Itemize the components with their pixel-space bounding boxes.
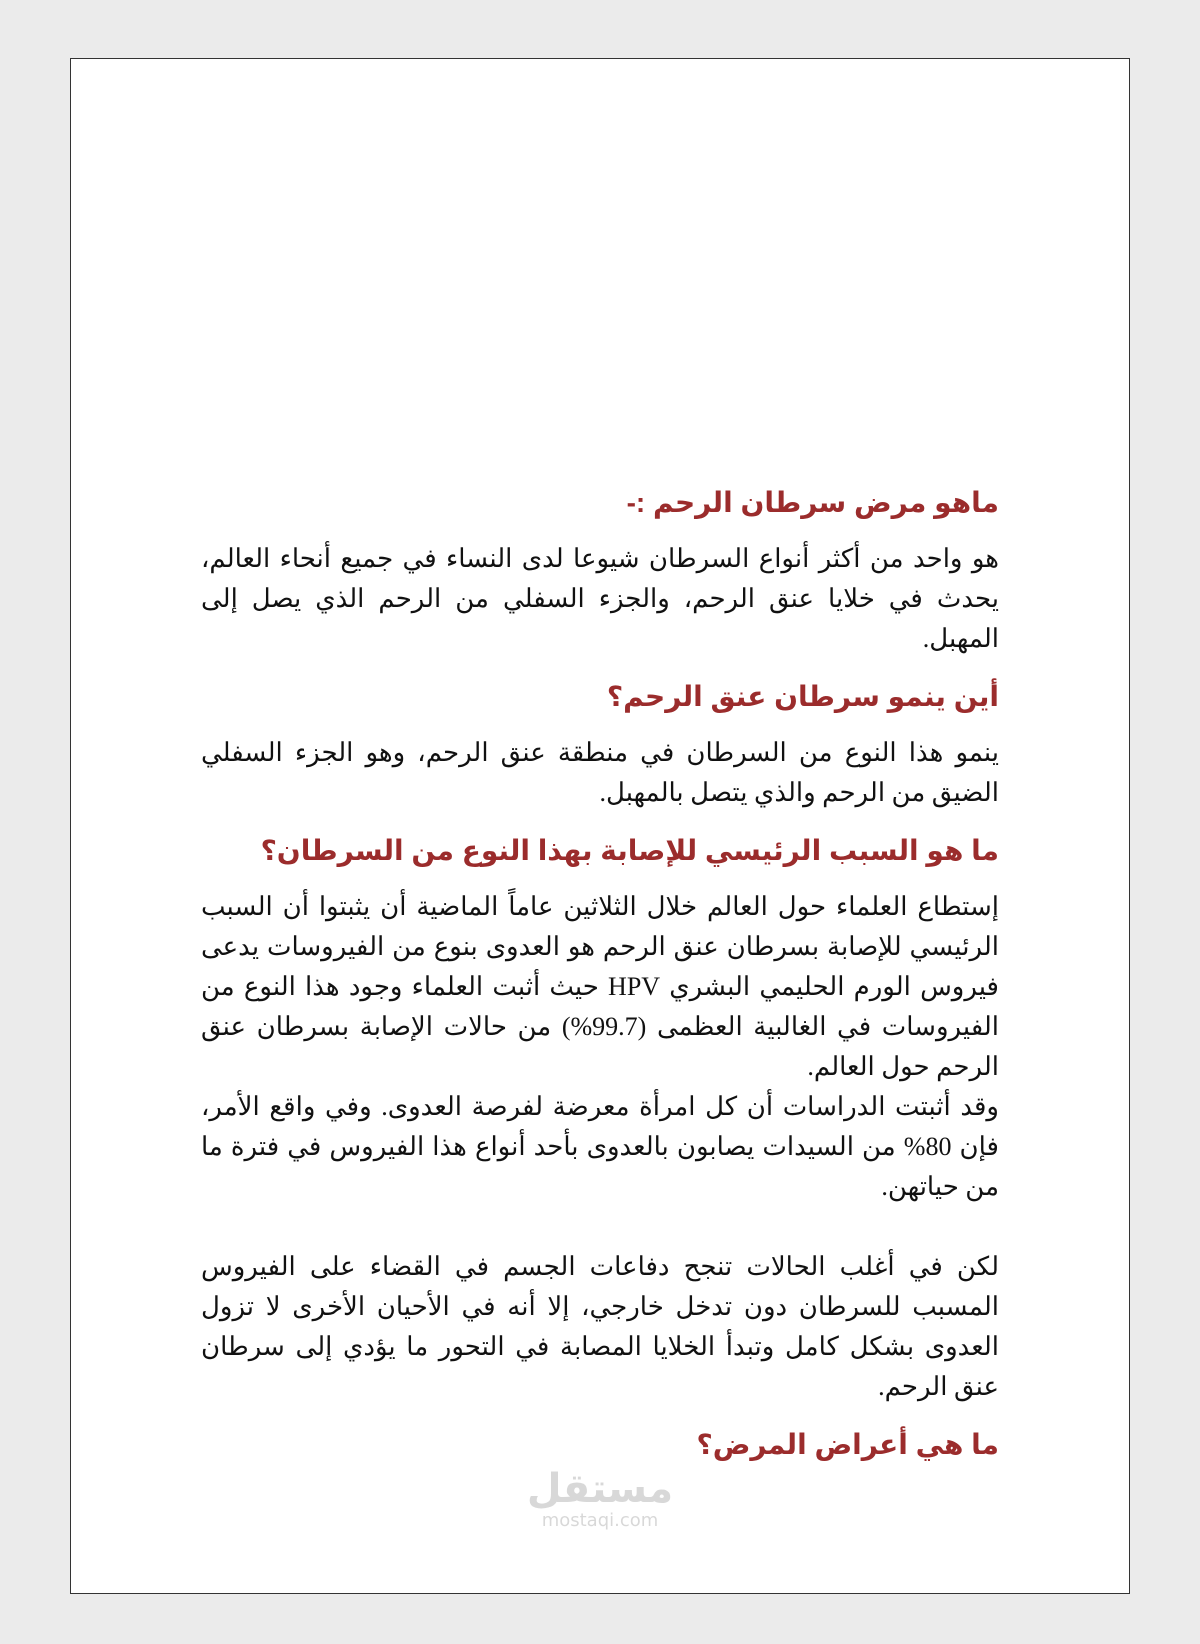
paragraph-cause-studies: وقد أثبتت الدراسات أن كل امرأة معرضة لفرصة العدوى. وفي واقع الأمر، فإن 80% من السيدات يصابون بالعدوى بأحد أنواع هذا الفيروس في فترة ما من حياتهن. (201, 1092, 999, 1201)
paragraph-spacer (201, 1225, 999, 1247)
paragraph-cause-hpv: إستطاع العلماء حول العالم خلال الثلاثين عاماً الماضية أن يثبتوا أن السبب الرئيسي للإصابة بسرطان عنق الرحم هو العدوى بنوع من الفيروسات يدعى فيروس الورم الحليمي البشري HPV حيث أثبت العلماء وجود هذا النوع من الفيروسات في الغالبية العظمى (99.7%) من حالات الإصابة بسرطان عنق الرحم حول العالم. (201, 892, 999, 1081)
paragraph-definition: هو واحد من أكثر أنواع السرطان شيوعا لدى النساء في جميع أنحاء العالم، يحدث في خلايا عنق الرحم، والجزء السفلي من الرحم الذي يصل إلى المهبل. (201, 544, 999, 653)
document-page (70, 58, 1130, 1594)
paragraph-cause-immunity: لكن في أغلب الحالات تنجح دفاعات الجسم في القضاء على الفيروس المسبب للسرطان دون تدخل خارجي، إلا أنه في الأحيان الأخرى لا تزول العدوى بشكل كامل وتبدأ الخلايا المصابة في التحور ما يؤدي إلى سرطان عنق الرحم. (201, 1252, 999, 1401)
watermark-logo: مستقل (526, 1466, 674, 1512)
watermark (71, 1467, 1129, 1531)
section-heading-where: أين ينمو سرطان عنق الرحم؟ (606, 681, 999, 712)
section-heading-symptoms: ما هي أعراض المرض؟ (696, 1429, 999, 1460)
section-heading-what-is: ماهو مرض سرطان الرحم :- (626, 487, 999, 518)
document-content (201, 483, 999, 1481)
section-heading-cause: ما هو السبب الرئيسي للإصابة بهذا النوع من السرطان؟ (260, 835, 999, 866)
watermark-url: mostaqi.com (541, 1510, 659, 1531)
paragraph-location: ينمو هذا النوع من السرطان في منطقة عنق الرحم، وهو الجزء السفلي الضيق من الرحم والذي يتصل بالمهبل. (201, 738, 999, 807)
